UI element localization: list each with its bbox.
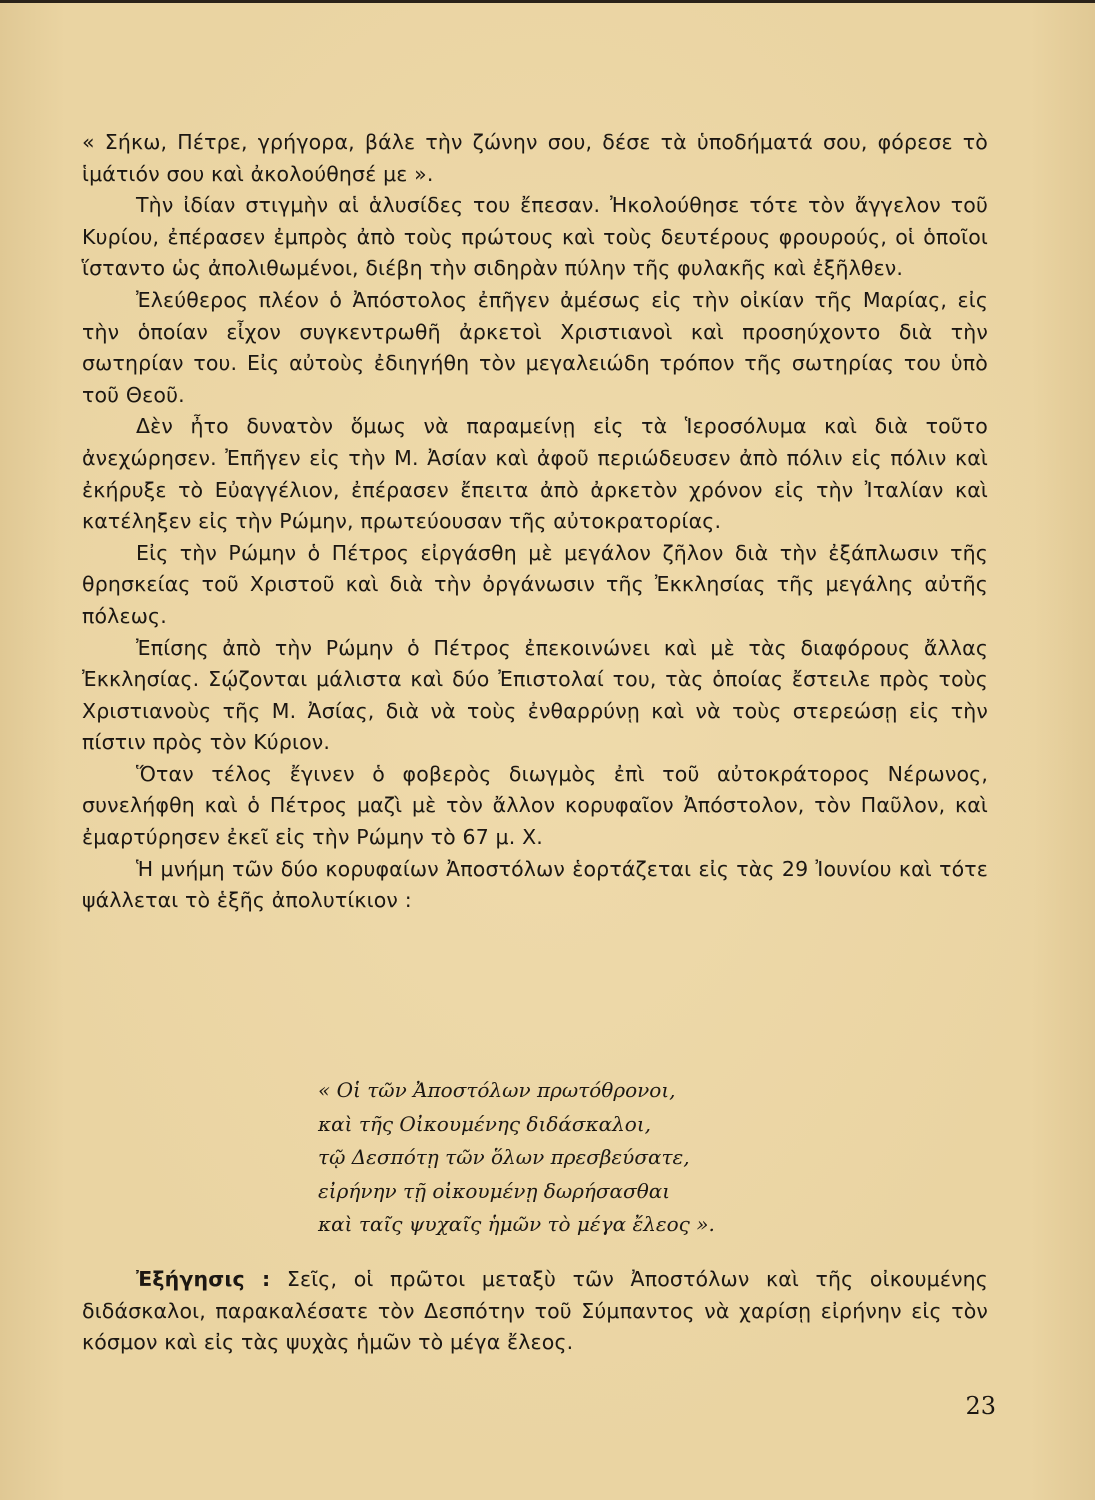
paragraph-house-of-mary: Ἐλεύθερος πλέον ὁ Ἀπόστολος ἐπῆγεν ἀμέσως εἰς τὴν οἰκίαν τῆς Μαρίας, εἰς τὴν ὁποίαν εἶχον συγκεντρωθῆ ἀρκετοὶ Χριστιανοὶ καὶ προσηύχοντο διὰ τὴν σωτηρίαν του. Εἰς αὐτοὺς ἐδιηγήθη τὸν μεγαλειώδη τρόπον τῆς σωτηρίας του ὑπὸ τοῦ Θεοῦ. [82, 287, 988, 407]
paragraph-epistles: Ἐπίσης ἀπὸ τὴν Ρώμην ὁ Πέτρος ἐπεκοινώνει καὶ μὲ τὰς διαφόρους ἄλλας Ἐκκλησίας. Σῴζονται μάλιστα καὶ δύο Ἐπιστολαί του, τὰς ὁποίας ἔστειλε πρὸς τοὺς Χριστιανοὺς τῆς Μ. Ἀσίας, διὰ νὰ τοὺς ἐνθαρρύνῃ καὶ νὰ τοὺς στερεώσῃ εἰς τὴν πίστιν πρὸς τὸν Κύριον. [82, 635, 988, 755]
hymn-line: καὶ τῆς Οἰκουμένης διδάσκαλοι, [318, 1111, 652, 1136]
paragraph-feast-day: Ἡ μνήμη τῶν δύο κορυφαίων Ἀποστόλων ἑορτάζεται εἰς τὰς 29 Ἰουνίου καὶ τότε ψάλλεται τὸ ἑξῆς ἀπολυτίκιον : [82, 856, 988, 913]
paragraph-departure: Δὲν ἦτο δυνατὸν ὅμως νὰ παραμείνῃ εἰς τὰ Ἱεροσόλυμα καὶ διὰ τοῦτο ἀνεχώρησεν. Ἐπῆγεν εἰς τὴν Μ. Ἀσίαν καὶ ἀφοῦ περιώδευσεν ἀπὸ πόλιν εἰς πόλιν καὶ ἐκήρυξε τὸ Εὐαγγέλιον, ἐπέρασεν ἔπειτα ἀπὸ ἀρκετὸν χρόνον εἰς τὴν Ἰταλίαν καὶ κατέληξεν εἰς τὴν Ρώμην, πρωτεύουσαν τῆς αὐτοκρατορίας. [82, 414, 988, 534]
explanation-section [82, 1264, 988, 1359]
explanation-label: Ἐξήγησις : [136, 1267, 271, 1291]
hymn-line: καὶ ταῖς ψυχαῖς ἡμῶν τὸ μέγα ἔλεος ». [318, 1212, 715, 1236]
hymn-line: εἰρήνην τῇ οἰκουμένῃ δωρήσασθαι [318, 1178, 671, 1203]
apolytikion-hymn [318, 1074, 918, 1242]
hymn-line: τῷ Δεσπότῃ τῶν ὅλων πρεσβεύσατε, [318, 1145, 690, 1169]
page-number: 23 [965, 1392, 996, 1420]
paragraph-martyrdom: Ὅταν τέλος ἔγινεν ὁ φοβερὸς διωγμὸς ἐπὶ τοῦ αὐτοκράτορος Νέρωνος, συνελήφθη καὶ ὁ Πέτρος μαζὶ μὲ τὸν ἄλλον κορυφαῖον Ἀπόστολον, τὸν Παῦλον, καὶ ἐμαρτύρησεν ἐκεῖ εἰς τὴν Ρώμην τὸ 67 μ. Χ. [82, 761, 988, 850]
body-text [82, 127, 988, 917]
explanation-text: Σεῖς, οἱ πρῶτοι μεταξὺ τῶν Ἀποστόλων καὶ τῆς οἰκουμένης διδάσκαλοι, παρακαλέσατε τὸν Δεσπότην τοῦ Σύμπαντος νὰ χαρίσῃ εἰρήνην εἰς τὸν κόσμον καὶ εἰς τὰς ψυχὰς ἡμῶν τὸ μέγα ἔλεος. [82, 1267, 988, 1355]
paragraph-chains-fall: Τὴν ἰδίαν στιγμὴν αἱ ἁλυσίδες του ἔπεσαν. Ἠκολούθησε τότε τὸν ἄγγελον τοῦ Κυρίου, ἐπέρασεν ἐμπρὸς ἀπὸ τοὺς πρώτους καὶ τοὺς δευτέρους φρουρούς, οἱ ὁποῖοι ἵσταντο ὡς ἀπολιθωμένοι, διέβη τὴν σιδηρὰν πύλην τῆς φυλακῆς καὶ ἐξῆλθεν. [82, 193, 988, 281]
paragraph-angel-command: « Σήκω, Πέτρε, γρήγορα, βάλε τὴν ζώνην σου, δέσε τὰ ὑποδήματά σου, φόρεσε τὸ ἱμάτιόν σου καὶ ἀκολούθησέ με ». [82, 130, 988, 186]
hymn-line: « Οἱ τῶν Ἀποστόλων πρωτόθρονοι, [318, 1078, 676, 1102]
paragraph-work-in-rome: Εἰς τὴν Ρώμην ὁ Πέτρος εἰργάσθη μὲ μεγάλον ζῆλον διὰ τὴν ἐξάπλωσιν τῆς θρησκείας τοῦ Χριστοῦ καὶ διὰ τὴν ὀργάνωσιν τῆς Ἐκκλησίας τῆς μεγάλης αὐτῆς πόλεως. [82, 540, 988, 628]
explanation-paragraph [82, 1264, 988, 1359]
page-top-edge [0, 0, 1095, 3]
